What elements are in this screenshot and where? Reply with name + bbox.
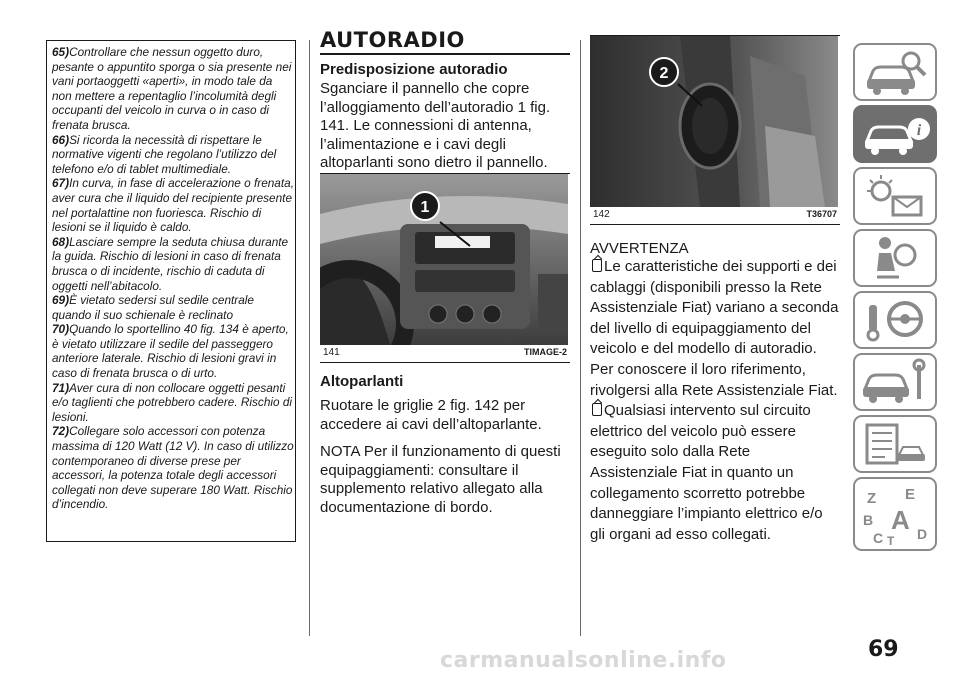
- figure-142-caption: [590, 207, 840, 220]
- warning-item-2: Qualsiasi intervento sul circuito elettrico del veicolo può essere eseguito solo dalla Rete Assistenziale Fiat in quanto un collegamento scorretto potrebbe danneggiare l’impianto elettrico e/o gli organi ad esso collegati.: [590, 402, 823, 543]
- warnings-notes-box: [46, 40, 296, 542]
- airbag-person-icon: [855, 231, 935, 285]
- column-divider-right: [580, 40, 581, 636]
- bookmark-icon: [592, 403, 602, 416]
- figure-141-code: TIMAGE-2: [523, 347, 567, 357]
- svg-text:T: T: [887, 534, 895, 548]
- warning-light-envelope-icon: [855, 169, 935, 223]
- warning-block: [590, 240, 840, 545]
- note-67: 67)In curva, in fase di accelerazione o frenata, aver cura che il liquido del recipiente presente nel portalattine non fuoriesca. Rischio di lesioni se il liquido è caldo.: [52, 176, 294, 235]
- dashboard-radio-photo: [320, 174, 568, 345]
- svg-text:i: i: [916, 122, 922, 139]
- door-speaker-photo: [590, 36, 838, 207]
- svg-text:D: D: [917, 526, 928, 542]
- warning-item-1: Le caratteristiche dei supporti e dei cablaggi (disponibili presso la Rete Assistenziale Fiat) variano a seconda del livello di equipaggiamento del veicolo e del modello di autoradio. Per conoscere il loro riferimento, rivolgersi alla Rete Assistenziale Fiat.: [590, 258, 839, 399]
- figure-142: [590, 35, 840, 225]
- altoparlanti-section: [320, 373, 570, 517]
- bookmark-icon: [592, 259, 602, 272]
- warning-heading: AVVERTENZA: [590, 240, 689, 257]
- checklist-car-icon: [855, 417, 935, 471]
- note-69: 69)È vietato sedersi sul sedile centrale quando il suo schienale è reclinato: [52, 293, 254, 322]
- section-title: AUTORADIO: [320, 30, 570, 55]
- figure-142-code: T36707: [806, 209, 837, 219]
- callout-1-label: 1: [420, 199, 430, 216]
- note-72: 72)Collegare solo accessori con potenza massima di 120 Watt (12 V). In caso di utilizzo contemporaneo di diverse prese per accessori, la potenza totale degli accessori collegati non deve superare 180 Watt. Rischio d’incendio.: [52, 424, 294, 512]
- tab-starting-driving[interactable]: [853, 291, 937, 349]
- tab-emergency[interactable]: [853, 353, 937, 411]
- note-71: 71)Aver cura di non collocare oggetti pesanti e/o taglienti che potrebbero cadere. Rischio di lesioni.: [52, 380, 293, 424]
- tab-warning-lights[interactable]: [853, 167, 937, 225]
- svg-text:A: A: [891, 505, 910, 535]
- subheading-predisposizione: Predisposizione autoradio: [320, 61, 508, 78]
- note-68: 68)Lasciare sempre la seduta chiusa durante la guida. Rischio di lesioni in caso di frenata brusca o di incidente, rischio di caduta di oggetti nell’abitacolo.: [52, 234, 289, 293]
- car-magnifier-icon: [855, 45, 935, 99]
- key-steering-wheel-icon: [855, 293, 935, 347]
- figure-141-caption: [320, 345, 570, 358]
- callout-2-label: 2: [659, 65, 669, 82]
- column-divider-left: [309, 40, 310, 636]
- svg-text:B: B: [863, 512, 874, 528]
- page-number: 69: [868, 637, 899, 662]
- paragraph-nota: NOTA Per il funzionamento di questi equipaggiamenti: consultare il supplemento relativo allegato alla documentazione di bordo.: [320, 443, 561, 516]
- car-info-icon: [855, 107, 935, 161]
- tab-car-info[interactable]: [853, 105, 937, 163]
- note-65: 65)Controllare che nessun oggetto duro, pesante o appuntito sporga o sia presente nei vani portaoggetti «aperti», in modo tale da non mettere a repentaglio l’incolumità degli occupanti del veicolo in curva o in caso di frenata brusca.: [52, 45, 292, 132]
- tab-car-magnifier[interactable]: [853, 43, 937, 101]
- subheading-altoparlanti: Altoparlanti: [320, 373, 404, 390]
- note-66: 66)Si ricorda la necessità di rispettare le normative vigenti che regolano l’utilizzo del telefono e/o di tablet multimediale.: [52, 132, 277, 176]
- tab-alphabetical-index[interactable]: [853, 477, 937, 551]
- note-70: 70)Quando lo sportellino 40 fig. 134 è aperto, è vietato utilizzare il sedile del passeggero anteriore laterale. Rischio di lesioni gravi in caso di frenata brusca o di urto.: [52, 322, 289, 381]
- watermark-text: carmanualsonline.info: [440, 648, 727, 673]
- figure-141-number: 141: [323, 347, 340, 358]
- alphabet-index-icon: [855, 479, 935, 549]
- figure-142-number: 142: [593, 209, 610, 220]
- paragraph-altoparlanti: Ruotare le griglie 2 fig. 142 per accedere ai cavi dell’altoparlante.: [320, 397, 542, 433]
- tab-maintenance[interactable]: [853, 415, 937, 473]
- svg-text:Z: Z: [867, 490, 877, 507]
- paragraph-predisposizione: Sganciare il pannello che copre l’alloggiamento dell’autoradio 1 fig. 141. Le connessioni di antenna, l’alimentazione e i cavi degli altoparlanti sono dietro il pannello.: [320, 80, 551, 171]
- car-wrench-icon: [855, 355, 935, 409]
- autoradio-section: [320, 30, 570, 173]
- figure-141: [320, 173, 570, 363]
- svg-text:C: C: [873, 530, 884, 546]
- tab-safety[interactable]: [853, 229, 937, 287]
- svg-text:E: E: [905, 486, 916, 503]
